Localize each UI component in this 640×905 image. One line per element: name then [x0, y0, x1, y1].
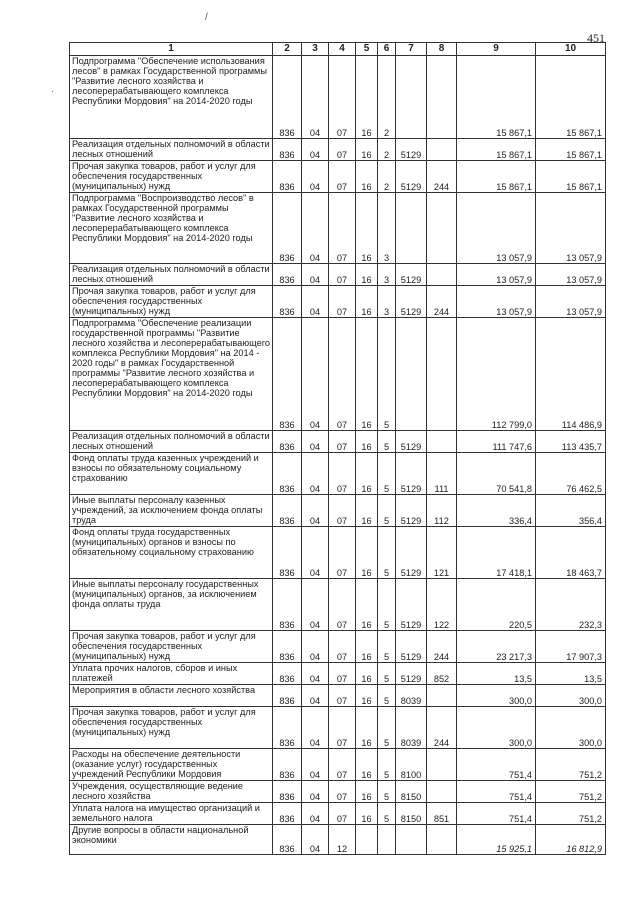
column-header: 7 [396, 43, 427, 56]
subprogram-code: 3 [378, 286, 396, 318]
section-code: 04 [302, 631, 329, 663]
article-code: 8150 [396, 803, 427, 825]
subprogram-code: 2 [378, 161, 396, 193]
ministry-code: 836 [273, 264, 302, 286]
subprogram-code: 5 [378, 685, 396, 707]
amount-year-2: 13 057,9 [536, 286, 606, 318]
article-code [396, 318, 427, 431]
amount-year-1: 15 867,1 [457, 161, 536, 193]
subprogram-code: 5 [378, 527, 396, 579]
table-row [70, 56, 606, 139]
row-name: Прочая закупка товаров, работ и услуг для обеспечения государственных (муниципальных) нужд [70, 707, 273, 749]
ministry-code: 836 [273, 579, 302, 631]
row-name: Другие вопросы в области национальной экономики [70, 825, 273, 855]
expense-type-code: 244 [427, 707, 457, 749]
ministry-code: 836 [273, 663, 302, 685]
subsection-code: 07 [329, 318, 356, 431]
ministry-code: 836 [273, 56, 302, 139]
expense-type-code: 852 [427, 663, 457, 685]
expense-type-code [427, 318, 457, 431]
row-name: Фонд оплаты труда государственных (муниципальных) органов и взносы по обязательному социальному страхованию [70, 527, 273, 579]
amount-year-2: 18 463,7 [536, 527, 606, 579]
program-code: 16 [356, 161, 378, 193]
column-header: 2 [273, 43, 302, 56]
ministry-code: 836 [273, 161, 302, 193]
table-row [70, 803, 606, 825]
section-code: 04 [302, 318, 329, 431]
subprogram-code: 5 [378, 707, 396, 749]
table-row [70, 431, 606, 453]
section-code: 04 [302, 803, 329, 825]
table-row [70, 139, 606, 161]
amount-year-1: 15 867,1 [457, 56, 536, 139]
expense-type-code [427, 825, 457, 855]
expense-type-code: 122 [427, 579, 457, 631]
row-name: Иные выплаты персоналу казенных учреждений, за исключением фонда оплаты труда [70, 495, 273, 527]
column-header: 8 [427, 43, 457, 56]
amount-year-2: 356,4 [536, 495, 606, 527]
amount-year-1: 17 418,1 [457, 527, 536, 579]
subsection-code: 07 [329, 56, 356, 139]
expense-type-code: 244 [427, 286, 457, 318]
article-code: 8150 [396, 781, 427, 803]
article-code: 8039 [396, 707, 427, 749]
section-code: 04 [302, 495, 329, 527]
section-code: 04 [302, 286, 329, 318]
section-code: 04 [302, 663, 329, 685]
subsection-code: 07 [329, 685, 356, 707]
program-code: 16 [356, 631, 378, 663]
scan-mark: / [205, 12, 208, 23]
amount-year-2: 15 867,1 [536, 161, 606, 193]
amount-year-2: 751,2 [536, 803, 606, 825]
amount-year-2: 13 057,9 [536, 193, 606, 264]
subprogram-code [378, 825, 396, 855]
amount-year-2: 16 812,9 [536, 825, 606, 855]
section-code: 04 [302, 825, 329, 855]
budget-table [69, 42, 606, 855]
table-row [70, 527, 606, 579]
article-code: 5129 [396, 264, 427, 286]
row-name: Реализация отдельных полномочий в области лесных отношений [70, 139, 273, 161]
subsection-code: 07 [329, 631, 356, 663]
expense-type-code: 112 [427, 495, 457, 527]
subprogram-code: 3 [378, 264, 396, 286]
section-code: 04 [302, 193, 329, 264]
subsection-code: 07 [329, 579, 356, 631]
table-row [70, 663, 606, 685]
column-header: 3 [302, 43, 329, 56]
program-code: 16 [356, 453, 378, 495]
section-code: 04 [302, 781, 329, 803]
program-code: 16 [356, 264, 378, 286]
section-code: 04 [302, 264, 329, 286]
program-code: 16 [356, 193, 378, 264]
amount-year-2: 13,5 [536, 663, 606, 685]
row-name: Прочая закупка товаров, работ и услуг для обеспечения государственных (муниципальных) нужд [70, 161, 273, 193]
article-code: 8039 [396, 685, 427, 707]
amount-year-1: 336,4 [457, 495, 536, 527]
table-row [70, 781, 606, 803]
subsection-code: 07 [329, 453, 356, 495]
ministry-code: 836 [273, 749, 302, 781]
amount-year-1: 111 747,6 [457, 431, 536, 453]
amount-year-2: 232,3 [536, 579, 606, 631]
subprogram-code: 2 [378, 56, 396, 139]
column-header: 6 [378, 43, 396, 56]
table-body [70, 56, 606, 855]
program-code: 16 [356, 56, 378, 139]
subprogram-code: 5 [378, 663, 396, 685]
column-header: 4 [329, 43, 356, 56]
subsection-code: 07 [329, 663, 356, 685]
amount-year-2: 751,2 [536, 749, 606, 781]
subsection-code: 07 [329, 139, 356, 161]
column-header: 9 [457, 43, 536, 56]
subprogram-code: 5 [378, 579, 396, 631]
program-code: 16 [356, 685, 378, 707]
program-code: 16 [356, 579, 378, 631]
expense-type-code [427, 685, 457, 707]
article-code [396, 825, 427, 855]
program-code: 16 [356, 707, 378, 749]
amount-year-2: 113 435,7 [536, 431, 606, 453]
row-name: Прочая закупка товаров, работ и услуг для обеспечения государственных (муниципальных) нужд [70, 631, 273, 663]
table-row [70, 453, 606, 495]
column-header: 5 [356, 43, 378, 56]
section-code: 04 [302, 161, 329, 193]
program-code: 16 [356, 139, 378, 161]
program-code: 16 [356, 527, 378, 579]
expense-type-code [427, 139, 457, 161]
table-row [70, 193, 606, 264]
table-row [70, 707, 606, 749]
section-code: 04 [302, 139, 329, 161]
subsection-code: 07 [329, 495, 356, 527]
subprogram-code: 5 [378, 318, 396, 431]
section-code: 04 [302, 707, 329, 749]
amount-year-2: 13 057,9 [536, 264, 606, 286]
subsection-code: 07 [329, 707, 356, 749]
subsection-code: 07 [329, 286, 356, 318]
table-row [70, 161, 606, 193]
column-header: 10 [536, 43, 606, 56]
section-code: 04 [302, 431, 329, 453]
subsection-code: 07 [329, 193, 356, 264]
table-row [70, 579, 606, 631]
row-name: Подпрограмма "Обеспечение использования лесов" в рамках Государственной программы "Развитие лесного хозяйства и лесоперерабатывающего комплекса Республики Мордовия" на 2014-2020 годы [70, 56, 273, 139]
expense-type-code [427, 781, 457, 803]
amount-year-1: 300,0 [457, 707, 536, 749]
row-name: Подпрограмма "Обеспечение реализации государственной программы "Развитие лесного хозяйства и лесоперерабатывающего комплекса Республики Мордовия" на 2014 - 2020 годы" в рамках Государственной программы "Развитие лесного хозяйства и лесоперерабатывающего комплекса Республики Мордовия" на 2014-2020 годы [70, 318, 273, 431]
article-code [396, 193, 427, 264]
ministry-code: 836 [273, 431, 302, 453]
program-code: 16 [356, 495, 378, 527]
amount-year-1: 751,4 [457, 749, 536, 781]
row-name: Фонд оплаты труда казенных учреждений и взносы по обязательному социальному страхованию [70, 453, 273, 495]
program-code: 16 [356, 803, 378, 825]
ministry-code: 836 [273, 139, 302, 161]
amount-year-2: 76 462,5 [536, 453, 606, 495]
table-header-row [70, 43, 606, 56]
amount-year-1: 15 867,1 [457, 139, 536, 161]
expense-type-code [427, 264, 457, 286]
subsection-code: 07 [329, 803, 356, 825]
row-name: Уплата налога на имущество организаций и земельного налога [70, 803, 273, 825]
expense-type-code: 121 [427, 527, 457, 579]
amount-year-1: 112 799,0 [457, 318, 536, 431]
ministry-code: 836 [273, 453, 302, 495]
ministry-code: 836 [273, 781, 302, 803]
ministry-code: 836 [273, 286, 302, 318]
article-code [396, 56, 427, 139]
amount-year-2: 114 486,9 [536, 318, 606, 431]
amount-year-1: 23 217,3 [457, 631, 536, 663]
ministry-code: 836 [273, 803, 302, 825]
amount-year-2: 17 907,3 [536, 631, 606, 663]
expense-type-code: 244 [427, 631, 457, 663]
subprogram-code: 5 [378, 749, 396, 781]
row-name: Уплата прочих налогов, сборов и иных платежей [70, 663, 273, 685]
scan-mark: · [51, 86, 55, 97]
amount-year-2: 300,0 [536, 707, 606, 749]
subsection-code: 07 [329, 264, 356, 286]
subprogram-code: 5 [378, 431, 396, 453]
ministry-code: 836 [273, 685, 302, 707]
article-code: 5129 [396, 161, 427, 193]
subsection-code: 07 [329, 161, 356, 193]
article-code: 5129 [396, 431, 427, 453]
article-code: 5129 [396, 579, 427, 631]
amount-year-1: 13 057,9 [457, 193, 536, 264]
amount-year-1: 220,5 [457, 579, 536, 631]
amount-year-1: 300,0 [457, 685, 536, 707]
section-code: 04 [302, 453, 329, 495]
program-code: 16 [356, 286, 378, 318]
row-name: Иные выплаты персоналу государственных (муниципальных) органов, за исключением фонда оплаты труда [70, 579, 273, 631]
amount-year-2: 15 867,1 [536, 56, 606, 139]
amount-year-2: 300,0 [536, 685, 606, 707]
row-name: Реализация отдельных полномочий в области лесных отношений [70, 431, 273, 453]
subsection-code: 07 [329, 527, 356, 579]
table-row [70, 264, 606, 286]
ministry-code: 836 [273, 707, 302, 749]
subsection-code: 07 [329, 749, 356, 781]
section-code: 04 [302, 527, 329, 579]
section-code: 04 [302, 685, 329, 707]
article-code: 5129 [396, 631, 427, 663]
amount-year-1: 13,5 [457, 663, 536, 685]
program-code: 16 [356, 749, 378, 781]
amount-year-2: 15 867,1 [536, 139, 606, 161]
subprogram-code: 5 [378, 781, 396, 803]
article-code: 5129 [396, 286, 427, 318]
column-header: 1 [70, 43, 273, 56]
expense-type-code: 244 [427, 161, 457, 193]
program-code: 16 [356, 663, 378, 685]
subprogram-code: 5 [378, 495, 396, 527]
table-row [70, 825, 606, 855]
expense-type-code [427, 56, 457, 139]
article-code: 8100 [396, 749, 427, 781]
ministry-code: 836 [273, 318, 302, 431]
program-code: 16 [356, 431, 378, 453]
row-name: Учреждения, осуществляющие ведение лесного хозяйства [70, 781, 273, 803]
amount-year-1: 751,4 [457, 803, 536, 825]
subsection-code: 12 [329, 825, 356, 855]
page-number: 451 [587, 31, 605, 45]
article-code: 5129 [396, 139, 427, 161]
amount-year-1: 13 057,9 [457, 286, 536, 318]
subprogram-code: 5 [378, 453, 396, 495]
ministry-code: 836 [273, 495, 302, 527]
article-code: 5129 [396, 453, 427, 495]
article-code: 5129 [396, 527, 427, 579]
subsection-code: 07 [329, 431, 356, 453]
row-name: Реализация отдельных полномочий в области лесных отношений [70, 264, 273, 286]
subsection-code: 07 [329, 781, 356, 803]
section-code: 04 [302, 749, 329, 781]
expense-type-code [427, 749, 457, 781]
ministry-code: 836 [273, 193, 302, 264]
expense-type-code: 851 [427, 803, 457, 825]
row-name: Мероприятия в области лесного хозяйства [70, 685, 273, 707]
amount-year-1: 13 057,9 [457, 264, 536, 286]
article-code: 5129 [396, 495, 427, 527]
program-code: 16 [356, 781, 378, 803]
row-name: Подпрограмма "Воспроизводство лесов" в рамках Государственной программы "Развитие лесного хозяйства и лесоперерабатывающего комплекса Республики Мордовия" на 2014-2020 годы [70, 193, 273, 264]
program-code [356, 825, 378, 855]
section-code: 04 [302, 579, 329, 631]
table-row [70, 749, 606, 781]
row-name: Расходы на обеспечение деятельности (оказание услуг) государственных учреждений Республики Мордовия [70, 749, 273, 781]
amount-year-1: 15 925,1 [457, 825, 536, 855]
table-row [70, 685, 606, 707]
amount-year-1: 70 541,8 [457, 453, 536, 495]
ministry-code: 836 [273, 631, 302, 663]
ministry-code: 836 [273, 825, 302, 855]
table-row [70, 286, 606, 318]
expense-type-code [427, 193, 457, 264]
subprogram-code: 3 [378, 193, 396, 264]
amount-year-1: 751,4 [457, 781, 536, 803]
program-code: 16 [356, 318, 378, 431]
expense-type-code: 111 [427, 453, 457, 495]
subprogram-code: 5 [378, 803, 396, 825]
section-code: 04 [302, 56, 329, 139]
amount-year-2: 751,2 [536, 781, 606, 803]
table-row [70, 495, 606, 527]
table-row [70, 631, 606, 663]
ministry-code: 836 [273, 527, 302, 579]
subprogram-code: 2 [378, 139, 396, 161]
subprogram-code: 5 [378, 631, 396, 663]
table-row [70, 318, 606, 431]
article-code: 5129 [396, 663, 427, 685]
expense-type-code [427, 431, 457, 453]
row-name: Прочая закупка товаров, работ и услуг для обеспечения государственных (муниципальных) нужд [70, 286, 273, 318]
